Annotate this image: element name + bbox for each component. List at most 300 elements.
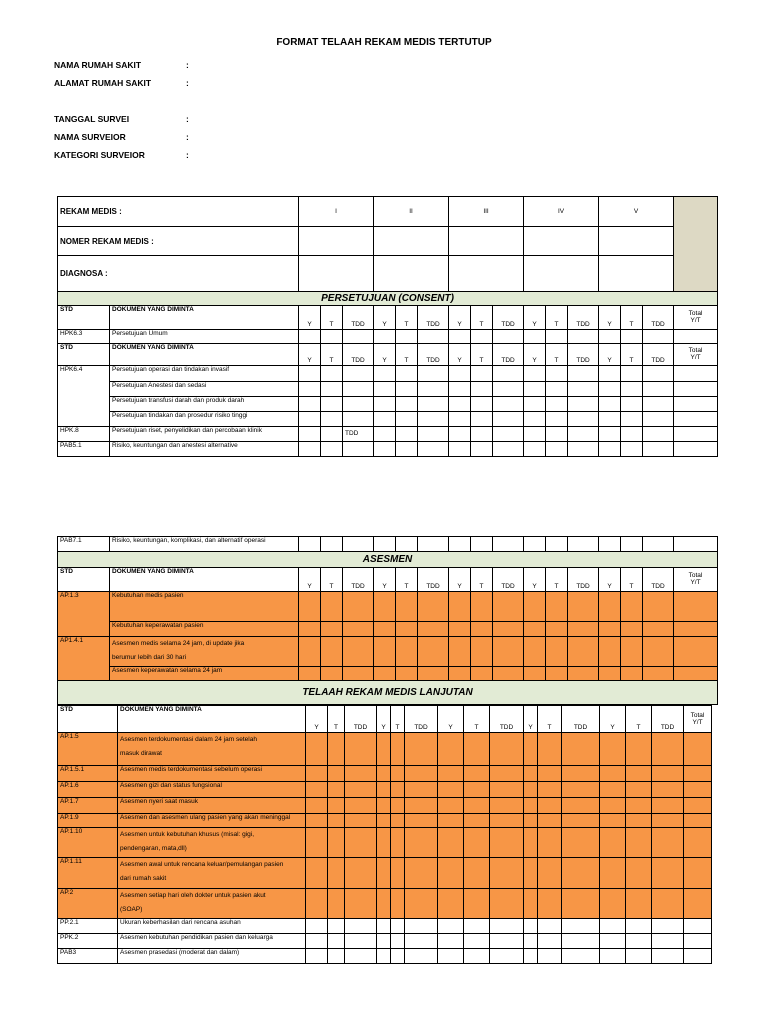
- check-cell[interactable]: [599, 412, 621, 427]
- check-cell[interactable]: [377, 919, 391, 934]
- check-cell[interactable]: [299, 366, 321, 382]
- check-cell[interactable]: [374, 397, 396, 412]
- total-cell[interactable]: [684, 782, 712, 798]
- total-cell[interactable]: [674, 412, 718, 427]
- check-cell[interactable]: [524, 637, 546, 667]
- check-cell[interactable]: [524, 442, 546, 457]
- check-cell[interactable]: [343, 442, 374, 457]
- check-cell[interactable]: [524, 814, 538, 828]
- check-cell[interactable]: [321, 330, 343, 344]
- check-cell[interactable]: [464, 814, 490, 828]
- check-cell[interactable]: [374, 412, 396, 427]
- check-cell[interactable]: [599, 592, 621, 622]
- check-cell[interactable]: [524, 412, 546, 427]
- check-cell[interactable]: [345, 949, 377, 964]
- check-cell[interactable]: [524, 934, 538, 949]
- check-cell[interactable]: [599, 366, 621, 382]
- check-cell[interactable]: [343, 667, 374, 681]
- check-cell[interactable]: [643, 622, 674, 637]
- check-cell[interactable]: [652, 889, 684, 919]
- check-cell[interactable]: [464, 934, 490, 949]
- check-cell[interactable]: [490, 858, 524, 889]
- total-cell[interactable]: [674, 667, 718, 681]
- check-cell[interactable]: [438, 798, 464, 814]
- check-cell[interactable]: [391, 814, 405, 828]
- check-cell[interactable]: [626, 766, 652, 782]
- check-cell[interactable]: [538, 814, 562, 828]
- check-cell[interactable]: [377, 733, 391, 766]
- check-cell[interactable]: [493, 427, 524, 442]
- check-cell[interactable]: [599, 442, 621, 457]
- check-cell[interactable]: [321, 592, 343, 622]
- check-cell[interactable]: [464, 919, 490, 934]
- check-cell[interactable]: [652, 949, 684, 964]
- check-cell[interactable]: [652, 782, 684, 798]
- check-cell[interactable]: [299, 397, 321, 412]
- check-cell[interactable]: [652, 814, 684, 828]
- check-cell[interactable]: [599, 427, 621, 442]
- check-cell[interactable]: [377, 766, 391, 782]
- check-cell[interactable]: [374, 442, 396, 457]
- check-cell[interactable]: [321, 537, 343, 552]
- check-cell[interactable]: [621, 637, 643, 667]
- check-cell[interactable]: [524, 949, 538, 964]
- check-cell[interactable]: [391, 766, 405, 782]
- check-cell[interactable]: [438, 766, 464, 782]
- check-cell[interactable]: [377, 934, 391, 949]
- check-cell[interactable]: [343, 637, 374, 667]
- check-cell[interactable]: [562, 934, 600, 949]
- check-cell[interactable]: [306, 934, 328, 949]
- check-cell[interactable]: [562, 766, 600, 782]
- check-cell[interactable]: [449, 397, 471, 412]
- check-cell[interactable]: [391, 782, 405, 798]
- check-cell[interactable]: [391, 828, 405, 858]
- total-cell[interactable]: [684, 814, 712, 828]
- check-cell[interactable]: [374, 667, 396, 681]
- check-cell[interactable]: [471, 427, 493, 442]
- check-cell[interactable]: [343, 366, 374, 382]
- check-cell[interactable]: [449, 442, 471, 457]
- check-cell[interactable]: [345, 814, 377, 828]
- check-cell[interactable]: [568, 330, 599, 344]
- check-cell[interactable]: [546, 622, 568, 637]
- check-cell[interactable]: TDD: [343, 427, 374, 442]
- check-cell[interactable]: [524, 592, 546, 622]
- total-cell[interactable]: [674, 397, 718, 412]
- check-cell[interactable]: [449, 667, 471, 681]
- check-cell[interactable]: [562, 919, 600, 934]
- check-cell[interactable]: [449, 412, 471, 427]
- check-cell[interactable]: [321, 366, 343, 382]
- check-cell[interactable]: [345, 858, 377, 889]
- total-cell[interactable]: [684, 828, 712, 858]
- check-cell[interactable]: [396, 382, 418, 397]
- check-cell[interactable]: [306, 782, 328, 798]
- check-cell[interactable]: [418, 637, 449, 667]
- total-cell[interactable]: [674, 537, 718, 552]
- check-cell[interactable]: [396, 330, 418, 344]
- check-cell[interactable]: [652, 858, 684, 889]
- check-cell[interactable]: [299, 592, 321, 622]
- check-cell[interactable]: [418, 366, 449, 382]
- check-cell[interactable]: [306, 949, 328, 964]
- check-cell[interactable]: [652, 766, 684, 782]
- check-cell[interactable]: [568, 637, 599, 667]
- check-cell[interactable]: [626, 733, 652, 766]
- check-cell[interactable]: [418, 442, 449, 457]
- check-cell[interactable]: [562, 814, 600, 828]
- check-cell[interactable]: [306, 828, 328, 858]
- check-cell[interactable]: [538, 798, 562, 814]
- check-cell[interactable]: [299, 667, 321, 681]
- check-cell[interactable]: [621, 537, 643, 552]
- check-cell[interactable]: [621, 667, 643, 681]
- check-cell[interactable]: [562, 733, 600, 766]
- check-cell[interactable]: [471, 382, 493, 397]
- check-cell[interactable]: [345, 766, 377, 782]
- check-cell[interactable]: [345, 782, 377, 798]
- check-cell[interactable]: [524, 889, 538, 919]
- check-cell[interactable]: [405, 889, 438, 919]
- check-cell[interactable]: [568, 427, 599, 442]
- check-cell[interactable]: [626, 934, 652, 949]
- check-cell[interactable]: [621, 592, 643, 622]
- check-cell[interactable]: [391, 949, 405, 964]
- check-cell[interactable]: [299, 442, 321, 457]
- check-cell[interactable]: [562, 889, 600, 919]
- check-cell[interactable]: [600, 782, 626, 798]
- total-cell[interactable]: [674, 330, 718, 344]
- check-cell[interactable]: [377, 798, 391, 814]
- check-cell[interactable]: [377, 828, 391, 858]
- check-cell[interactable]: [299, 412, 321, 427]
- check-cell[interactable]: [328, 828, 345, 858]
- check-cell[interactable]: [471, 442, 493, 457]
- check-cell[interactable]: [546, 667, 568, 681]
- check-cell[interactable]: [538, 934, 562, 949]
- check-cell[interactable]: [643, 667, 674, 681]
- check-cell[interactable]: [396, 412, 418, 427]
- check-cell[interactable]: [396, 427, 418, 442]
- check-cell[interactable]: [345, 889, 377, 919]
- check-cell[interactable]: [600, 733, 626, 766]
- check-cell[interactable]: [471, 366, 493, 382]
- check-cell[interactable]: [652, 919, 684, 934]
- check-cell[interactable]: [524, 427, 546, 442]
- check-cell[interactable]: [524, 382, 546, 397]
- check-cell[interactable]: [562, 798, 600, 814]
- total-cell[interactable]: [684, 858, 712, 889]
- check-cell[interactable]: [562, 828, 600, 858]
- check-cell[interactable]: [405, 949, 438, 964]
- check-cell[interactable]: [306, 919, 328, 934]
- check-cell[interactable]: [493, 442, 524, 457]
- check-cell[interactable]: [464, 798, 490, 814]
- check-cell[interactable]: [343, 412, 374, 427]
- check-cell[interactable]: [538, 889, 562, 919]
- check-cell[interactable]: [405, 766, 438, 782]
- check-cell[interactable]: [449, 330, 471, 344]
- check-cell[interactable]: [471, 397, 493, 412]
- check-cell[interactable]: [524, 622, 546, 637]
- check-cell[interactable]: [449, 366, 471, 382]
- check-cell[interactable]: [600, 949, 626, 964]
- check-cell[interactable]: [524, 537, 546, 552]
- check-cell[interactable]: [599, 382, 621, 397]
- check-cell[interactable]: [621, 382, 643, 397]
- check-cell[interactable]: [418, 592, 449, 622]
- check-cell[interactable]: [345, 919, 377, 934]
- total-cell[interactable]: [684, 766, 712, 782]
- total-cell[interactable]: [684, 733, 712, 766]
- check-cell[interactable]: [546, 537, 568, 552]
- check-cell[interactable]: [538, 858, 562, 889]
- check-cell[interactable]: [299, 427, 321, 442]
- check-cell[interactable]: [599, 637, 621, 667]
- check-cell[interactable]: [418, 622, 449, 637]
- check-cell[interactable]: [568, 667, 599, 681]
- check-cell[interactable]: [343, 397, 374, 412]
- check-cell[interactable]: [490, 949, 524, 964]
- check-cell[interactable]: [396, 442, 418, 457]
- check-cell[interactable]: [568, 537, 599, 552]
- check-cell[interactable]: [471, 330, 493, 344]
- total-cell[interactable]: [684, 889, 712, 919]
- check-cell[interactable]: [449, 537, 471, 552]
- check-cell[interactable]: [391, 934, 405, 949]
- check-cell[interactable]: [562, 858, 600, 889]
- check-cell[interactable]: [449, 382, 471, 397]
- check-cell[interactable]: [490, 766, 524, 782]
- check-cell[interactable]: [418, 397, 449, 412]
- check-cell[interactable]: [343, 592, 374, 622]
- check-cell[interactable]: [449, 637, 471, 667]
- check-cell[interactable]: [643, 366, 674, 382]
- check-cell[interactable]: [493, 397, 524, 412]
- check-cell[interactable]: [405, 828, 438, 858]
- check-cell[interactable]: [490, 733, 524, 766]
- total-cell[interactable]: [684, 798, 712, 814]
- check-cell[interactable]: [493, 637, 524, 667]
- check-cell[interactable]: [328, 919, 345, 934]
- check-cell[interactable]: [621, 412, 643, 427]
- check-cell[interactable]: [391, 858, 405, 889]
- check-cell[interactable]: [493, 592, 524, 622]
- check-cell[interactable]: [438, 782, 464, 798]
- check-cell[interactable]: [490, 828, 524, 858]
- check-cell[interactable]: [524, 798, 538, 814]
- check-cell[interactable]: [464, 889, 490, 919]
- check-cell[interactable]: [343, 382, 374, 397]
- check-cell[interactable]: [377, 814, 391, 828]
- check-cell[interactable]: [546, 366, 568, 382]
- check-cell[interactable]: [438, 889, 464, 919]
- check-cell[interactable]: [626, 814, 652, 828]
- check-cell[interactable]: [321, 412, 343, 427]
- check-cell[interactable]: [538, 828, 562, 858]
- check-cell[interactable]: [546, 382, 568, 397]
- check-cell[interactable]: [600, 919, 626, 934]
- check-cell[interactable]: [600, 828, 626, 858]
- check-cell[interactable]: [621, 397, 643, 412]
- check-cell[interactable]: [471, 622, 493, 637]
- check-cell[interactable]: [328, 733, 345, 766]
- check-cell[interactable]: [652, 828, 684, 858]
- total-cell[interactable]: [674, 427, 718, 442]
- check-cell[interactable]: [396, 667, 418, 681]
- check-cell[interactable]: [493, 382, 524, 397]
- check-cell[interactable]: [471, 592, 493, 622]
- total-cell[interactable]: [674, 442, 718, 457]
- check-cell[interactable]: [538, 782, 562, 798]
- check-cell[interactable]: [621, 366, 643, 382]
- check-cell[interactable]: [418, 537, 449, 552]
- check-cell[interactable]: [321, 427, 343, 442]
- check-cell[interactable]: [328, 766, 345, 782]
- check-cell[interactable]: [524, 733, 538, 766]
- check-cell[interactable]: [490, 934, 524, 949]
- check-cell[interactable]: [621, 427, 643, 442]
- check-cell[interactable]: [493, 330, 524, 344]
- check-cell[interactable]: [490, 782, 524, 798]
- check-cell[interactable]: [600, 814, 626, 828]
- check-cell[interactable]: [524, 782, 538, 798]
- check-cell[interactable]: [449, 427, 471, 442]
- check-cell[interactable]: [418, 382, 449, 397]
- check-cell[interactable]: [345, 934, 377, 949]
- check-cell[interactable]: [546, 442, 568, 457]
- check-cell[interactable]: [546, 330, 568, 344]
- total-cell[interactable]: [674, 366, 718, 382]
- check-cell[interactable]: [396, 397, 418, 412]
- check-cell[interactable]: [562, 782, 600, 798]
- check-cell[interactable]: [626, 889, 652, 919]
- check-cell[interactable]: [568, 622, 599, 637]
- check-cell[interactable]: [374, 622, 396, 637]
- check-cell[interactable]: [405, 934, 438, 949]
- check-cell[interactable]: [626, 828, 652, 858]
- check-cell[interactable]: [374, 427, 396, 442]
- check-cell[interactable]: [464, 828, 490, 858]
- check-cell[interactable]: [321, 442, 343, 457]
- check-cell[interactable]: [377, 889, 391, 919]
- check-cell[interactable]: [643, 442, 674, 457]
- check-cell[interactable]: [626, 798, 652, 814]
- check-cell[interactable]: [599, 330, 621, 344]
- check-cell[interactable]: [568, 382, 599, 397]
- check-cell[interactable]: [328, 889, 345, 919]
- check-cell[interactable]: [321, 397, 343, 412]
- check-cell[interactable]: [343, 537, 374, 552]
- check-cell[interactable]: [471, 637, 493, 667]
- check-cell[interactable]: [418, 667, 449, 681]
- check-cell[interactable]: [621, 442, 643, 457]
- check-cell[interactable]: [418, 412, 449, 427]
- check-cell[interactable]: [626, 858, 652, 889]
- check-cell[interactable]: [493, 366, 524, 382]
- total-cell[interactable]: [674, 382, 718, 397]
- check-cell[interactable]: [600, 934, 626, 949]
- check-cell[interactable]: [464, 949, 490, 964]
- check-cell[interactable]: [405, 782, 438, 798]
- check-cell[interactable]: [493, 537, 524, 552]
- check-cell[interactable]: [490, 814, 524, 828]
- check-cell[interactable]: [643, 427, 674, 442]
- total-cell[interactable]: [684, 919, 712, 934]
- check-cell[interactable]: [464, 782, 490, 798]
- check-cell[interactable]: [652, 934, 684, 949]
- check-cell[interactable]: [524, 919, 538, 934]
- check-cell[interactable]: [396, 537, 418, 552]
- check-cell[interactable]: [374, 592, 396, 622]
- check-cell[interactable]: [306, 858, 328, 889]
- check-cell[interactable]: [306, 798, 328, 814]
- check-cell[interactable]: [568, 442, 599, 457]
- check-cell[interactable]: [600, 858, 626, 889]
- check-cell[interactable]: [405, 733, 438, 766]
- check-cell[interactable]: [643, 382, 674, 397]
- check-cell[interactable]: [490, 798, 524, 814]
- check-cell[interactable]: [438, 828, 464, 858]
- check-cell[interactable]: [599, 397, 621, 412]
- check-cell[interactable]: [345, 733, 377, 766]
- check-cell[interactable]: [391, 733, 405, 766]
- check-cell[interactable]: [600, 889, 626, 919]
- check-cell[interactable]: [643, 637, 674, 667]
- check-cell[interactable]: [568, 592, 599, 622]
- check-cell[interactable]: [490, 919, 524, 934]
- check-cell[interactable]: [391, 798, 405, 814]
- check-cell[interactable]: [464, 858, 490, 889]
- check-cell[interactable]: [493, 667, 524, 681]
- check-cell[interactable]: [538, 733, 562, 766]
- check-cell[interactable]: [377, 858, 391, 889]
- check-cell[interactable]: [374, 637, 396, 667]
- check-cell[interactable]: [391, 889, 405, 919]
- check-cell[interactable]: [438, 949, 464, 964]
- check-cell[interactable]: [538, 949, 562, 964]
- check-cell[interactable]: [391, 919, 405, 934]
- check-cell[interactable]: [321, 637, 343, 667]
- check-cell[interactable]: [562, 949, 600, 964]
- check-cell[interactable]: [471, 667, 493, 681]
- check-cell[interactable]: [418, 330, 449, 344]
- check-cell[interactable]: [438, 858, 464, 889]
- check-cell[interactable]: [471, 537, 493, 552]
- check-cell[interactable]: [396, 366, 418, 382]
- check-cell[interactable]: [299, 330, 321, 344]
- check-cell[interactable]: [652, 733, 684, 766]
- check-cell[interactable]: [299, 537, 321, 552]
- check-cell[interactable]: [524, 397, 546, 412]
- check-cell[interactable]: [626, 949, 652, 964]
- check-cell[interactable]: [568, 412, 599, 427]
- check-cell[interactable]: [643, 412, 674, 427]
- check-cell[interactable]: [449, 622, 471, 637]
- check-cell[interactable]: [438, 919, 464, 934]
- check-cell[interactable]: [299, 382, 321, 397]
- check-cell[interactable]: [321, 382, 343, 397]
- check-cell[interactable]: [306, 766, 328, 782]
- check-cell[interactable]: [493, 412, 524, 427]
- check-cell[interactable]: [546, 427, 568, 442]
- check-cell[interactable]: [490, 889, 524, 919]
- check-cell[interactable]: [374, 330, 396, 344]
- total-cell[interactable]: [684, 949, 712, 964]
- check-cell[interactable]: [328, 934, 345, 949]
- total-cell[interactable]: [674, 637, 718, 667]
